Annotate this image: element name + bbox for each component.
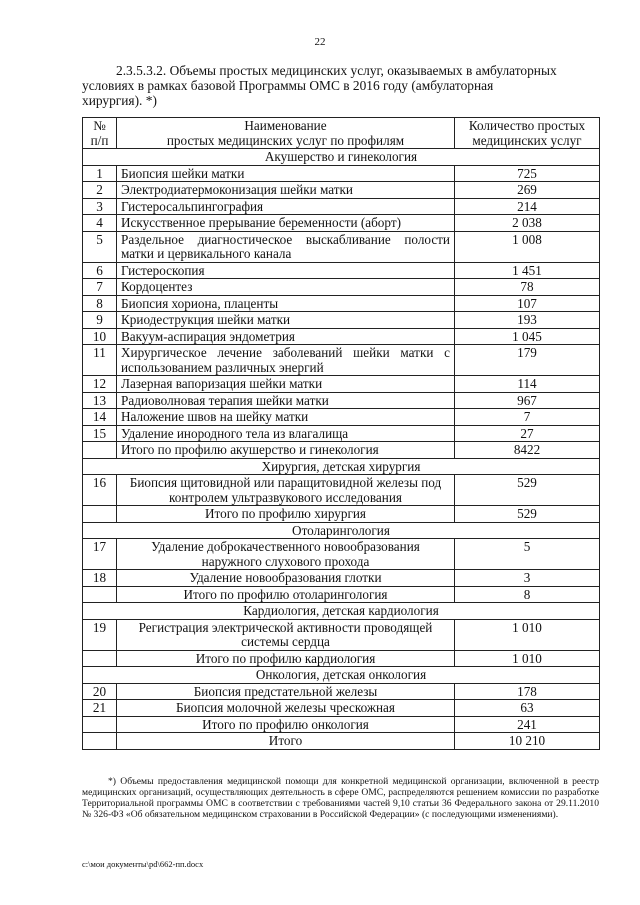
heading-line-3: хирургия). *) xyxy=(82,93,157,108)
row-num: 17 xyxy=(83,539,117,570)
table-row xyxy=(83,262,600,279)
row-qty: 63 xyxy=(455,700,600,717)
table-row xyxy=(83,700,600,717)
row-num: 2 xyxy=(83,182,117,199)
total-qty: 10 210 xyxy=(455,733,600,750)
row-qty: 178 xyxy=(455,683,600,700)
row-num xyxy=(83,586,117,603)
row-num: 20 xyxy=(83,683,117,700)
subtotal-qty: 8422 xyxy=(455,442,600,459)
total-label: Итого xyxy=(117,733,455,750)
table-row xyxy=(83,165,600,182)
row-num: 3 xyxy=(83,198,117,215)
row-name: Гистеросальпингография xyxy=(117,198,455,215)
table-row xyxy=(83,539,600,570)
row-qty: 1 045 xyxy=(455,328,600,345)
row-num xyxy=(83,650,117,667)
subtotal-label: Итого по профилю хирургия xyxy=(117,506,455,523)
row-name: Электродиатермоконизация шейки матки xyxy=(117,182,455,199)
row-num: 7 xyxy=(83,279,117,296)
row-num: 8 xyxy=(83,295,117,312)
table-row xyxy=(83,328,600,345)
row-name: Вакуум-аспирация эндометрия xyxy=(117,328,455,345)
table-row xyxy=(83,683,600,700)
section-heading xyxy=(82,63,599,108)
section-row-onco xyxy=(83,667,600,684)
table-row xyxy=(83,312,600,329)
section-title: Онкология, детская онкология xyxy=(83,667,600,684)
row-name: Биопсия хориона, плаценты xyxy=(117,295,455,312)
row-num: 12 xyxy=(83,376,117,393)
row-num: 13 xyxy=(83,392,117,409)
subtotal-label: Итого по профилю онкология xyxy=(117,716,455,733)
table-row xyxy=(83,619,600,650)
row-num: 19 xyxy=(83,619,117,650)
row-num: 4 xyxy=(83,215,117,232)
row-qty: 179 xyxy=(455,345,600,376)
row-qty: 529 xyxy=(455,475,600,506)
section-row-obstetrics xyxy=(83,149,600,166)
row-name: Удаление доброкачественного новообразования наружного слухового прохода xyxy=(117,539,455,570)
row-qty: 78 xyxy=(455,279,600,296)
row-num: 5 xyxy=(83,231,117,262)
subtotal-row-obstetrics xyxy=(83,442,600,459)
table-row xyxy=(83,231,600,262)
row-num: 15 xyxy=(83,425,117,442)
section-row-ent xyxy=(83,522,600,539)
heading-line-1: 2.3.5.3.2. Объемы простых медицинских услуг, оказываемых в амбулаторных xyxy=(116,63,557,78)
row-num: 9 xyxy=(83,312,117,329)
row-name: Биопсия щитовидной или паращитовидной железы под контролем ультразвукового исследования xyxy=(117,475,455,506)
section-title: Отоларингология xyxy=(83,522,600,539)
table-row xyxy=(83,425,600,442)
subtotal-qty: 8 xyxy=(455,586,600,603)
row-qty: 269 xyxy=(455,182,600,199)
subtotal-row-onco xyxy=(83,716,600,733)
row-name: Биопсия предстательной железы xyxy=(117,683,455,700)
subtotal-qty: 1 010 xyxy=(455,650,600,667)
subtotal-label: Итого по профилю акушерство и гинекология xyxy=(117,442,455,459)
row-num: 14 xyxy=(83,409,117,426)
file-path: c:\мои документы\pd\662-пп.docx xyxy=(82,859,204,869)
subtotal-row-surgery xyxy=(83,506,600,523)
row-num: 1 xyxy=(83,165,117,182)
subtotal-qty: 529 xyxy=(455,506,600,523)
row-name: Гистероскопия xyxy=(117,262,455,279)
row-qty: 107 xyxy=(455,295,600,312)
row-qty: 725 xyxy=(455,165,600,182)
subtotal-label: Итого по профилю кардиология xyxy=(117,650,455,667)
page-number: 22 xyxy=(314,36,326,48)
row-qty: 7 xyxy=(455,409,600,426)
row-name: Криодеструкция шейки матки xyxy=(117,312,455,329)
row-name: Регистрация электрической активности проводящей системы сердца xyxy=(117,619,455,650)
row-name: Наложение швов на шейку матки xyxy=(117,409,455,426)
table-row xyxy=(83,295,600,312)
row-qty: 114 xyxy=(455,376,600,393)
table-header-row xyxy=(83,118,600,149)
row-name: Кордоцентез xyxy=(117,279,455,296)
section-title: Кардиология, детская кардиология xyxy=(83,603,600,620)
section-title: Хирургия, детская хирургия xyxy=(83,458,600,475)
heading-line-2: условиях в рамках базовой Программы ОМС в 2016 году (амбулаторная xyxy=(82,78,494,93)
row-num xyxy=(83,716,117,733)
table-row xyxy=(83,376,600,393)
row-qty: 1 008 xyxy=(455,231,600,262)
table-row xyxy=(83,475,600,506)
subtotal-row-ent xyxy=(83,586,600,603)
table-row xyxy=(83,182,600,199)
row-num: 11 xyxy=(83,345,117,376)
row-num: 18 xyxy=(83,570,117,587)
subtotal-label: Итого по профилю отоларингология xyxy=(117,586,455,603)
row-name: Удаление инородного тела из влагалища xyxy=(117,425,455,442)
table-row xyxy=(83,279,600,296)
footnote-text: *) Объемы предоставления медицинской помощи для конкретной медицинской организации, включенной в реестр медицинских организаций, осуществляющих деятельность в сфере ОМС, распределяются решением комиссии по разработке Территориальной программы ОМС в соответствии с требованиями частей 9,10 статьи 36 Федерального закона от 29.11.2010 № 326-ФЗ «Об обязательном медицинском страховании в Российской Федерации» (с последующими изменениями). xyxy=(82,776,599,820)
header-num: № п/п xyxy=(83,118,117,149)
row-num xyxy=(83,442,117,459)
row-name: Удаление новообразования глотки xyxy=(117,570,455,587)
section-title: Акушерство и гинекология xyxy=(83,149,600,166)
header-qty: Количество простых медицинских услуг xyxy=(455,118,600,149)
section-row-cardio xyxy=(83,603,600,620)
row-qty: 967 xyxy=(455,392,600,409)
row-num: 21 xyxy=(83,700,117,717)
row-qty: 27 xyxy=(455,425,600,442)
row-num: 10 xyxy=(83,328,117,345)
subtotal-row-cardio xyxy=(83,650,600,667)
row-num xyxy=(83,506,117,523)
row-qty: 214 xyxy=(455,198,600,215)
row-name: Хирургическое лечение заболеваний шейки матки с использованием различных энергий xyxy=(117,345,455,376)
row-qty: 2 038 xyxy=(455,215,600,232)
row-qty: 3 xyxy=(455,570,600,587)
row-qty: 193 xyxy=(455,312,600,329)
table-row xyxy=(83,570,600,587)
grand-total-row xyxy=(83,733,600,750)
row-name: Лазерная вапоризация шейки матки xyxy=(117,376,455,393)
row-name: Биопсия молочной железы чрескожная xyxy=(117,700,455,717)
section-row-surgery xyxy=(83,458,600,475)
row-num: 16 xyxy=(83,475,117,506)
table-row xyxy=(83,345,600,376)
row-num xyxy=(83,733,117,750)
services-table xyxy=(82,117,600,750)
row-num: 6 xyxy=(83,262,117,279)
row-qty: 1 010 xyxy=(455,619,600,650)
row-name: Раздельное диагностическое выскабливание полости матки и цервикального канала xyxy=(117,231,455,262)
header-name: Наименование простых медицинских услуг по профилям xyxy=(117,118,455,149)
row-name: Радиоволновая терапия шейки матки xyxy=(117,392,455,409)
row-name: Искусственное прерывание беременности (аборт) xyxy=(117,215,455,232)
row-qty: 1 451 xyxy=(455,262,600,279)
table-row xyxy=(83,409,600,426)
row-name: Биопсия шейки матки xyxy=(117,165,455,182)
table-row xyxy=(83,215,600,232)
table-row xyxy=(83,198,600,215)
row-qty: 5 xyxy=(455,539,600,570)
footnote xyxy=(82,776,599,820)
subtotal-qty: 241 xyxy=(455,716,600,733)
table-row xyxy=(83,392,600,409)
